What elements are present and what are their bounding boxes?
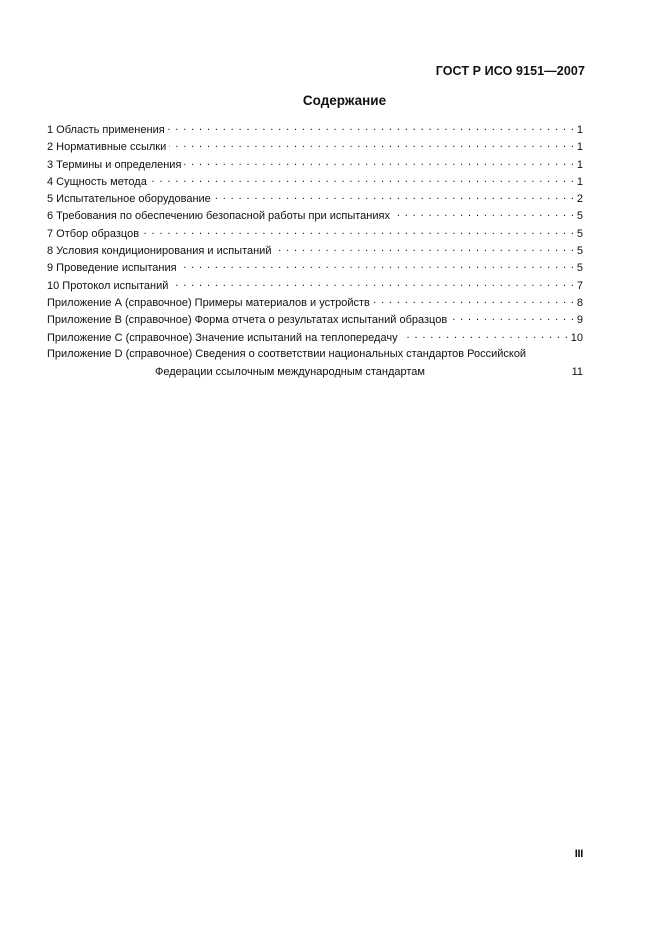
toc-entry-page: 5	[576, 245, 583, 258]
toc-entry-page: 5	[576, 262, 583, 275]
toc-leader-dots	[393, 207, 575, 219]
toc-entry-label: 2 Нормативные ссылки	[47, 141, 167, 154]
toc-entry[interactable]	[47, 259, 583, 276]
toc-entry-label: 3 Термины и определения	[47, 158, 182, 171]
table-of-contents	[47, 121, 583, 380]
toc-entry-page: 2	[576, 193, 583, 206]
toc-entry-label: 9 Проведение испытания	[47, 262, 177, 275]
toc-entry-page: 9	[576, 314, 583, 327]
toc-entry[interactable]	[47, 207, 583, 224]
toc-entry[interactable]	[47, 242, 583, 259]
toc-leader-dots	[401, 329, 569, 341]
toc-entry[interactable]	[47, 311, 583, 328]
toc-entry-page: 1	[576, 175, 583, 188]
toc-entry-continuation	[47, 363, 583, 380]
toc-leader-dots	[168, 121, 575, 133]
toc-entry-page: 5	[576, 210, 583, 223]
toc-entry-label: 7 Отбор образцов	[47, 227, 140, 240]
toc-leader-dots	[214, 190, 575, 202]
toc-entry-page: 1	[576, 158, 583, 171]
toc-entry-page: 1	[576, 124, 583, 136]
toc-entry-page: 10	[570, 331, 583, 344]
document-code: ГОСТ Р ИСО 9151—2007	[435, 64, 585, 78]
toc-title: Содержание	[302, 93, 387, 108]
toc-leader-dots	[274, 242, 574, 254]
toc-entry[interactable]	[47, 225, 583, 242]
toc-leader-dots	[373, 294, 575, 306]
toc-leader-dots	[171, 277, 574, 289]
toc-leader-dots	[150, 173, 575, 185]
toc-entry-multiline[interactable]	[47, 346, 583, 381]
toc-leader-dots	[428, 363, 570, 375]
toc-entry[interactable]	[47, 173, 583, 190]
toc-entry-page: 5	[576, 227, 583, 240]
toc-entry-label: 4 Сущность метода	[47, 175, 147, 188]
toc-entry-page: 7	[576, 279, 583, 292]
toc-entry-label: Приложение С (справочное) Значение испытаний на теплопередачу	[47, 331, 398, 344]
toc-entry-label: 10 Протокол испытаний	[47, 279, 169, 292]
toc-entry[interactable]	[47, 190, 583, 207]
toc-entry-label: 8 Условия кондиционирования и испытаний	[47, 245, 272, 258]
toc-leader-dots	[142, 225, 575, 237]
toc-entry[interactable]	[47, 138, 583, 155]
toc-entry-page: 8	[576, 296, 583, 309]
toc-leader-dots	[450, 311, 575, 323]
toc-entry[interactable]	[47, 277, 583, 294]
toc-entry[interactable]	[47, 156, 583, 173]
toc-entry-label: 5 Испытательное оборудование	[47, 193, 211, 206]
toc-entry[interactable]	[47, 329, 583, 346]
toc-entry-label-continued: Федерации ссылочным международным стандартам	[155, 366, 425, 379]
toc-entry-label: 1 Область применения	[47, 124, 165, 136]
page-number: III	[574, 848, 583, 860]
toc-entry-label: 6 Требования по обеспечению безопасной работы при испытаниях	[47, 210, 390, 223]
toc-entry-page: 1	[576, 141, 583, 154]
toc-entry-line	[47, 346, 583, 363]
toc-entry-page: 11	[571, 366, 583, 379]
toc-entry-label: Приложение В (справочное) Форма отчета о результатах испытаний образцов	[47, 314, 448, 327]
toc-leader-dots	[169, 138, 575, 150]
toc-leader-dots	[180, 259, 575, 271]
toc-entry[interactable]	[47, 294, 583, 311]
toc-entry-label: Приложение D (справочное) Сведения о соответствии национальных стандартов Российской	[47, 347, 527, 360]
toc-entry[interactable]	[47, 121, 583, 138]
toc-entry-label: Приложение А (справочное) Примеры материалов и устройств	[47, 296, 370, 309]
toc-leader-dots	[184, 156, 574, 168]
